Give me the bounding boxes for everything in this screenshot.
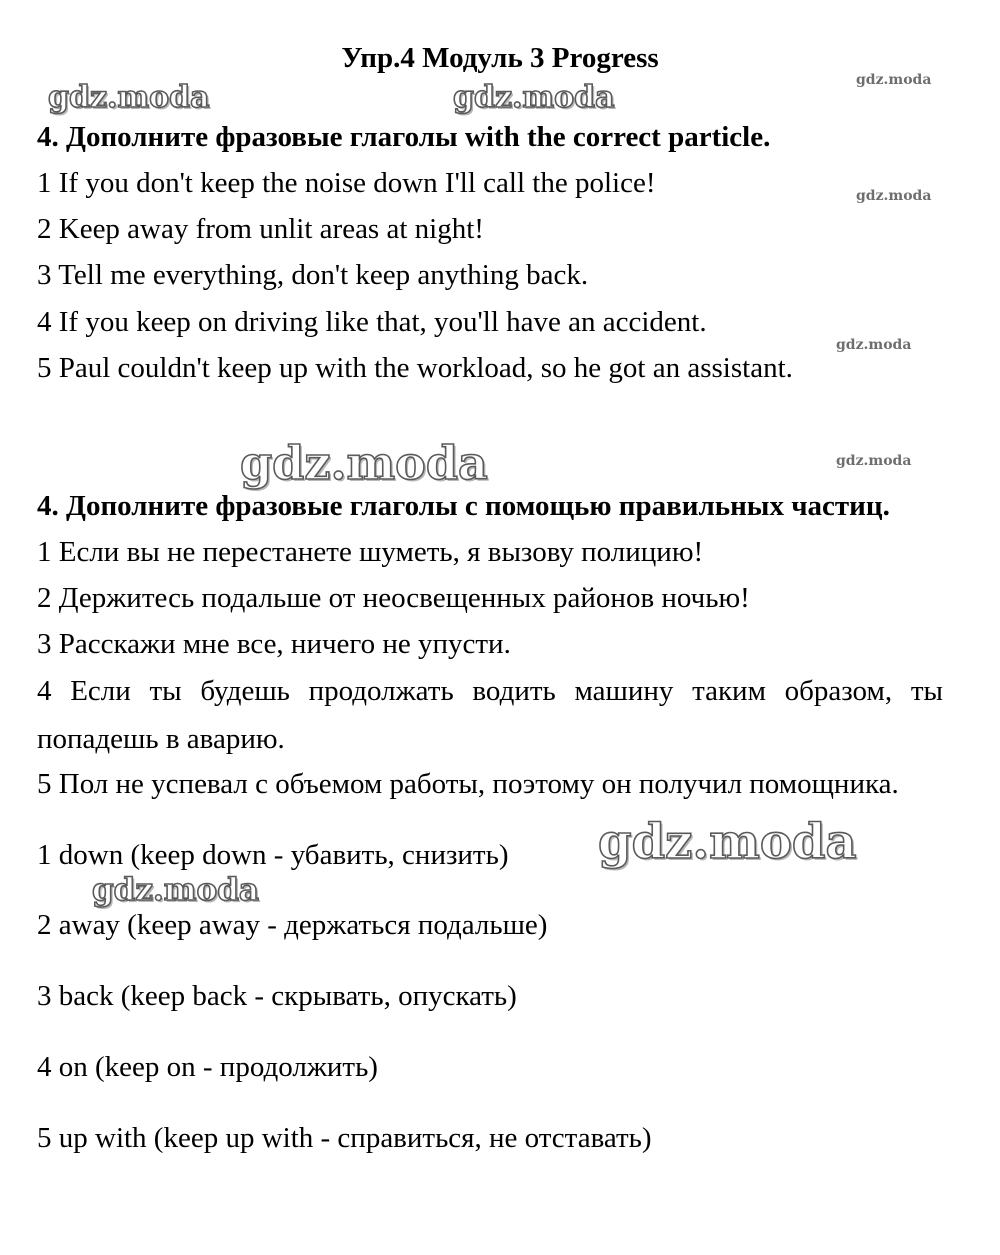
answer-2: 2 away (keep away - держаться подальше): [37, 909, 548, 941]
russian-line-4: 4 Если ты будешь продолжать водить машину таким образом, ты попадешь в аварию.: [37, 675, 943, 755]
watermark-logo: gdz.moda: [598, 814, 857, 870]
watermark-logo: gdz.moda: [48, 80, 210, 115]
english-line-3: 3 Tell me everything, don't keep anything back.: [37, 259, 589, 291]
watermark-logo: gdz.moda: [92, 872, 259, 908]
english-line-2: 2 Keep away from unlit areas at night!: [37, 213, 484, 245]
watermark-logo: gdz.moda: [240, 436, 488, 490]
russian-line-1: 1 Если вы не перестанете шуметь, я вызову полицию!: [37, 536, 704, 568]
english-line-5: 5 Paul couldn't keep up with the workload, so he got an assistant.: [37, 352, 793, 384]
english-line-1: 1 If you don't keep the noise down I'll call the police!: [37, 167, 656, 199]
russian-section-heading: 4. Дополните фразовые глаголы с помощью правильных частиц.: [37, 490, 890, 522]
watermark-logo: gdz.moda: [453, 80, 615, 115]
english-line-4: 4 If you keep on driving like that, you'll have an accident.: [37, 306, 707, 338]
russian-line-5: 5 Пол не успевал с объемом работы, поэтому он получил помощника.: [37, 768, 899, 800]
russian-line-2: 2 Держитесь подальше от неосвещенных районов ночью!: [37, 582, 750, 614]
watermark-small: gdz.moda: [856, 72, 932, 88]
watermark-small: gdz.moda: [836, 453, 912, 469]
russian-line-3: 3 Расскажи мне все, ничего не упусти.: [37, 628, 511, 660]
watermark-small: gdz.moda: [836, 337, 912, 353]
answer-3: 3 back (keep back - скрывать, опускать): [37, 980, 517, 1012]
answer-1: 1 down (keep down - убавить, снизить): [37, 839, 509, 871]
answer-5: 5 up with (keep up with - справиться, не отставать): [37, 1122, 652, 1154]
watermark-small: gdz.moda: [856, 188, 932, 204]
page-title: Упр.4 Модуль 3 Progress: [341, 42, 659, 74]
answer-4: 4 on (keep on - продолжить): [37, 1051, 378, 1083]
english-section-heading: 4. Дополните фразовые глаголы with the correct particle.: [37, 121, 771, 153]
